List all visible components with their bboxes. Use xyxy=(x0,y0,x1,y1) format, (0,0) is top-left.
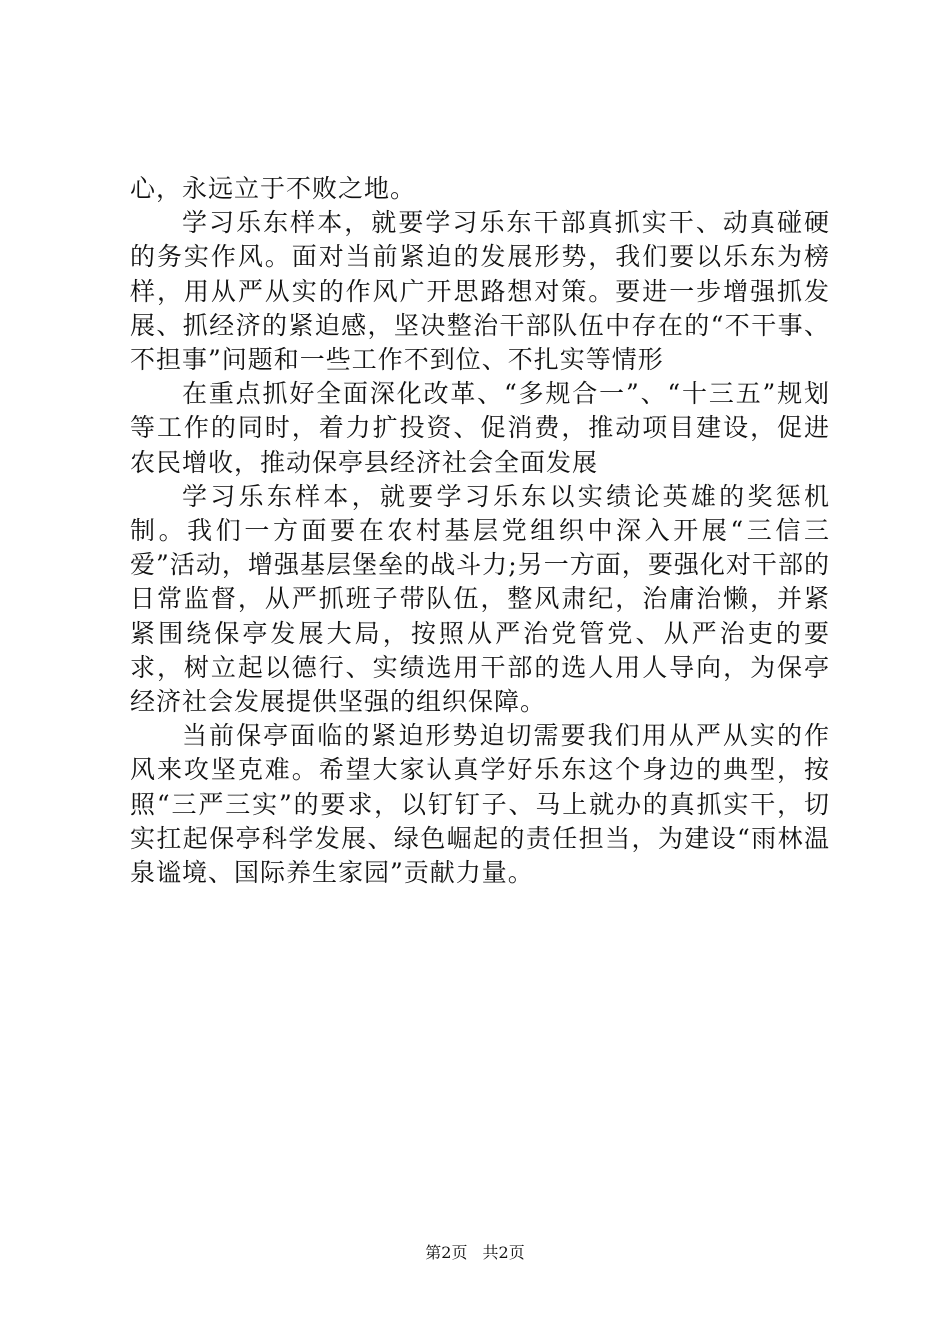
page-footer xyxy=(0,1243,950,1263)
paragraph: 在重点抓好全面深化改革、“多规合一”、“十三五”规划等工作的同时，着力扩投资、促消费，推动项目建设，促进农民增收，推动保亭县经济社会全面发展 xyxy=(130,379,830,477)
paragraph: 学习乐东样本，就要学习乐东干部真抓实干、动真碰硬的务实作风。面对当前紧迫的发展形势，我们要以乐东为榜样，用从严从实的作风广开思路想对策。要进一步增强抓发展、抓经济的紧迫感，坚决整治干部队伍中存在的“不干事、不担事”问题和一些工作不到位、不扎实等情形 xyxy=(130,208,830,375)
page-total: 共2页 xyxy=(482,1243,525,1262)
document-body xyxy=(130,172,830,890)
paragraph: 学习乐东样本，就要学习乐东以实绩论英雄的奖惩机制。我们一方面要在农村基层党组织中深入开展“三信三爱”活动，增强基层堡垒的战斗力;另一方面，要强化对干部的日常监督，从严抓班子带队伍，整风肃纪，治庸治懒，并紧紧围绕保亭发展大局，按照从严治党管党、从严治吏的要求，树立起以德行、实绩选用干部的选人用人导向，为保亭经济社会发展提供坚强的组织保障。 xyxy=(130,481,830,717)
paragraph: 当前保亭面临的紧迫形势迫切需要我们用从严从实的作风来攻坚克难。希望大家认真学好乐东这个身边的典型，按照“三严三实”的要求，以钉钉子、马上就办的真抓实干，切实扛起保亭科学发展、绿色崛起的责任担当，为建设“雨林温泉谧境、国际养生家园”贡献力量。 xyxy=(130,721,830,888)
paragraph-continuation: 心，永远立于不败之地。 xyxy=(130,174,417,203)
page-number: 第2页 xyxy=(425,1243,468,1262)
